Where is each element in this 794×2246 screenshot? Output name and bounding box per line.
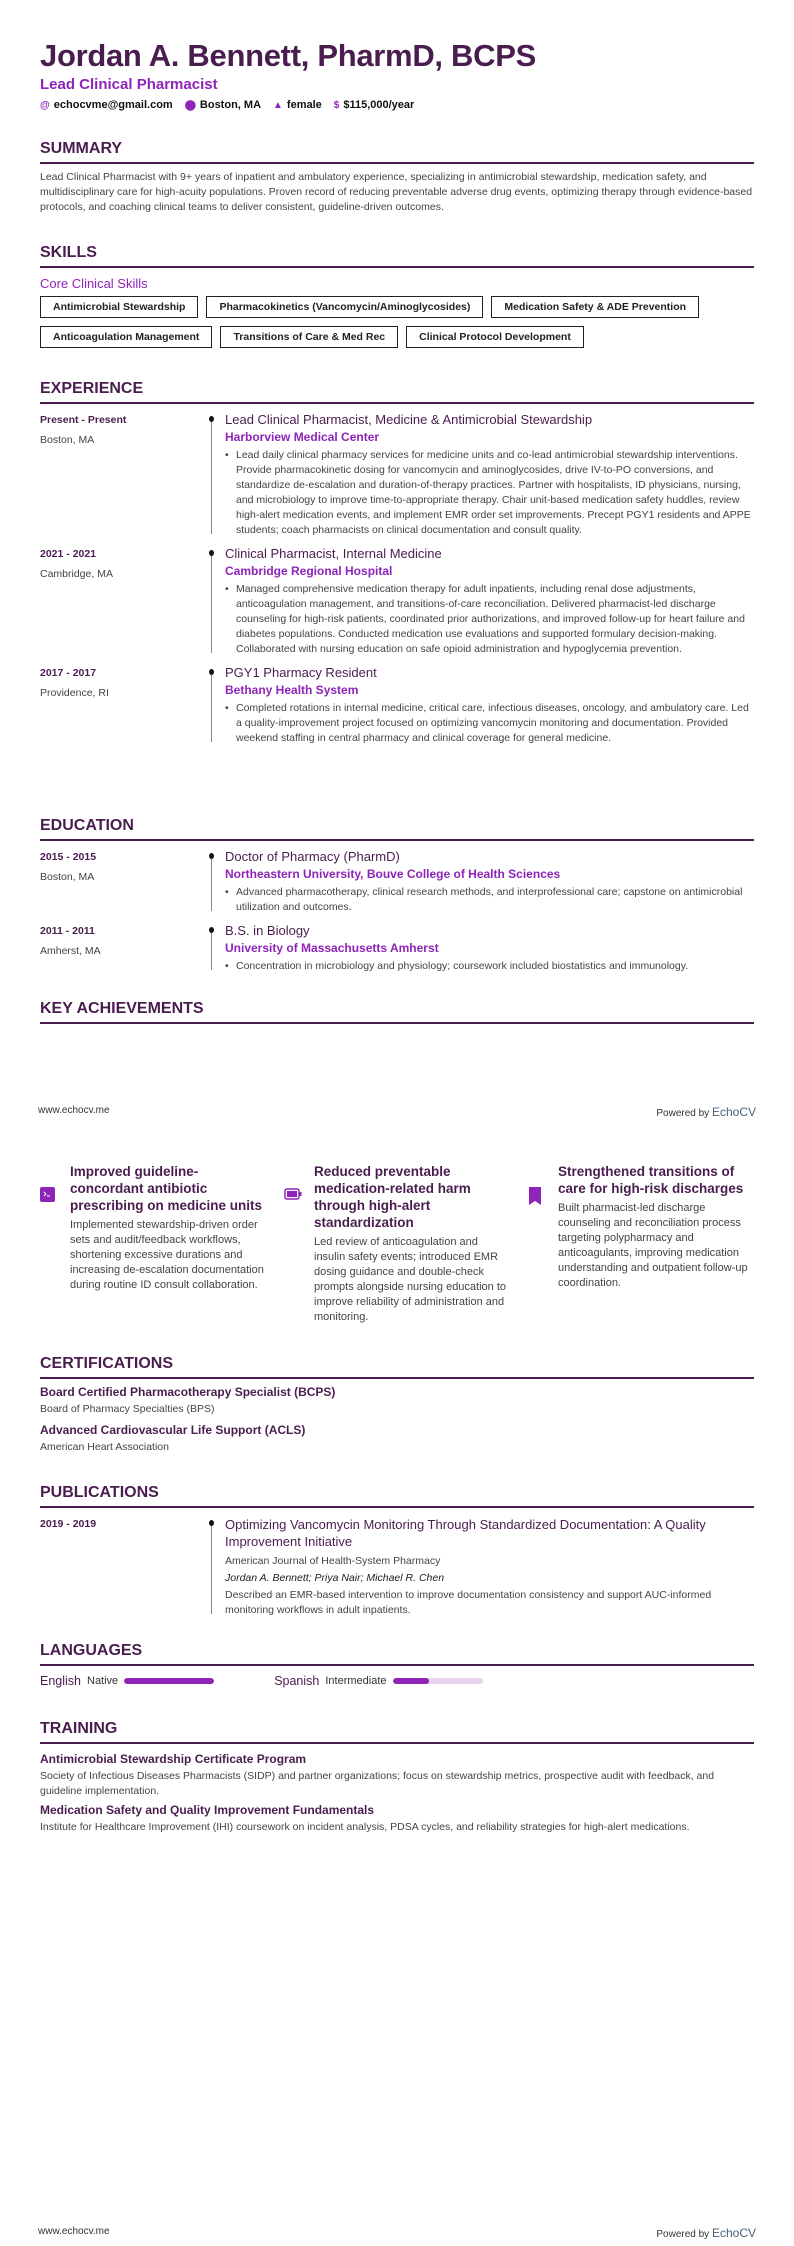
achievement-title: Reduced preventable medication-related harm through high-alert standardization (314, 1164, 471, 1230)
timeline-marker (205, 849, 225, 915)
location: Boston, MA (199, 99, 262, 111)
battery-icon (284, 1187, 300, 1325)
location-pin-icon: ⬤ (184, 100, 196, 111)
achievement-text: Built pharmacist-led discharge counseling and reconciliation process targeting polypharmacy and anticoagulants, improving medication understanding and outpatient follow-up coordination. (558, 1202, 748, 1289)
entry-location: Providence, RI (40, 687, 109, 699)
language-item (274, 1674, 482, 1688)
section-heading: EDUCATION (40, 817, 754, 841)
resume-header (40, 38, 754, 111)
publication-authors: Jordan A. Bennett; Priya Nair; Michael R. Chen (225, 1572, 445, 1584)
entry-bullet: • Completed rotations in internal medicine, critical care, infectious diseases, oncology, and ambulatory care. Led a quality-improvement project focused on optimizing vancomycin monitoring and documentation. Provided weekend staffing in central pharmacy and clinical coverage for general medicine. (225, 701, 754, 746)
training-name: Antimicrobial Stewardship Certificate Program (40, 1752, 307, 1766)
achievement-text: Implemented stewardship-driven order sets and audit/feedback workflows, shortening excessive durations and increasing de-escalation documentation during routine ID consult collaboration. (70, 1219, 264, 1291)
timeline-marker (205, 412, 225, 538)
training-description: Institute for Healthcare Improvement (IHI) coursework on incident analysis, PDSA cycles, and reliability strategies for high-alert medications. (40, 1821, 690, 1833)
publication-description: Described an EMR-based intervention to improve documentation consistency and support AUC-informed monitoring workflows in adult inpatients. (225, 1589, 712, 1616)
terminal-icon (40, 1187, 56, 1325)
section-heading: LANGUAGES (40, 1642, 754, 1666)
timeline-marker (205, 923, 225, 974)
dollar-icon: $ (333, 100, 340, 111)
publication-entry (40, 1516, 754, 1618)
publication-title: Optimizing Vancomycin Monitoring Through Standardized Documentation: A Quality Improvement Initiative (225, 1517, 706, 1549)
entry-title: B.S. in Biology (225, 923, 310, 938)
language-item (40, 1674, 214, 1688)
entry-organization: Bethany Health System (225, 683, 359, 697)
footer-site[interactable]: www.echocv.me (38, 1105, 110, 1116)
skill-chip: Antimicrobial Stewardship (40, 296, 198, 318)
achievements-heading-block (40, 1000, 754, 1024)
achievements-list (40, 1163, 754, 1325)
training-section (40, 1720, 754, 1835)
education-entry (40, 923, 754, 974)
person-icon: ▲ (273, 100, 283, 111)
certification-name: Board Certified Pharmacotherapy Specialist (BCPS) (40, 1385, 336, 1399)
contact-info (40, 99, 754, 111)
section-heading: PUBLICATIONS (40, 1484, 754, 1508)
entry-bullet: • Lead daily clinical pharmacy services for medicine units and co-lead antimicrobial stewardship interventions. Provide pharmacokinetic dosing for vancomycin and aminoglycosides, drive IV-to-PO conversions, and standardize de-escalation and duration-of-therapy practices. Partner with hospitalists, ID physicians, nursing, and microbiology to improve time-to-appropriate therapy. Chair unit-based medication safety huddles, review high-alert medication events, and implement EMR order set improvements. Precept PGY1 residents and APPE students; coach pharmacists on clinical documentation and consult quality. (225, 448, 754, 538)
footer-site[interactable]: www.echocv.me (38, 2226, 110, 2237)
candidate-title: Lead Clinical Pharmacist (40, 76, 218, 93)
entry-title: PGY1 Pharmacy Resident (225, 665, 377, 680)
entry-organization: Northeastern University, Bouve College of Health Sciences (225, 867, 561, 881)
skill-group-title: Core Clinical Skills (40, 276, 148, 291)
entry-location: Amherst, MA (40, 945, 101, 957)
experience-section (40, 380, 754, 754)
skill-chip: Transitions of Care & Med Rec (220, 326, 398, 348)
language-name: English (40, 1674, 81, 1688)
entry-organization: Cambridge Regional Hospital (225, 564, 393, 578)
skill-chip: Anticoagulation Management (40, 326, 212, 348)
timeline-marker (205, 1516, 225, 1618)
timeline-marker (205, 546, 225, 657)
entry-title: Lead Clinical Pharmacist, Medicine & Antimicrobial Stewardship (225, 412, 593, 427)
certification-issuer: American Heart Association (40, 1441, 169, 1453)
email[interactable]: echocvme@gmail.com (53, 99, 173, 111)
footer-powered: Powered by (656, 1108, 710, 1119)
entry-bullet: • Advanced pharmacotherapy, clinical research methods, and interprofessional care; capstone on antimicrobial utilization and outcomes. (225, 885, 754, 915)
publication-date: 2019 - 2019 (40, 1518, 97, 1530)
footer-powered: Powered by (656, 2229, 710, 2240)
achievement-item (528, 1163, 754, 1325)
entry-location: Boston, MA (40, 871, 95, 883)
entry-date: Present - Present (40, 414, 127, 426)
skill-chip: Medication Safety & ADE Prevention (491, 296, 699, 318)
experience-entry (40, 546, 754, 657)
bookmark-icon (528, 1187, 544, 1325)
gender: female (286, 99, 322, 111)
footer-brand: EchoCV (711, 1105, 756, 1119)
page-footer (38, 2226, 756, 2240)
achievement-item (284, 1163, 510, 1325)
certification-issuer: Board of Pharmacy Specialties (BPS) (40, 1403, 215, 1415)
experience-entry (40, 665, 754, 746)
entry-date: 2021 - 2021 (40, 548, 97, 560)
summary-section (40, 140, 754, 215)
language-level: Native (87, 1675, 119, 1687)
entry-bullet: • Managed comprehensive medication therapy for adult inpatients, including renal dose adjustments, anticoagulation management, and transitions-of-care reconciliation. Delivered pharmacist-led discharge counseling for high-risk patients, coordinated prior authorizations, and improved follow-up for heart failure and diabetes populations. Conducted medication use evaluations and supported formulary decision-making. Collaborated with nursing education on safe opioid administration and hypoglycemia prevention. (225, 582, 754, 657)
section-heading: EXPERIENCE (40, 380, 754, 404)
language-name: Spanish (274, 1674, 320, 1688)
education-entry (40, 849, 754, 915)
section-heading: KEY ACHIEVEMENTS (40, 1000, 754, 1024)
certifications-section (40, 1355, 754, 1461)
summary-text: Lead Clinical Pharmacist with 9+ years of inpatient and ambulatory experience, specializing in antimicrobial stewardship, medication safety, and multidisciplinary care for high-acuity populations. Proven record of reducing preventable adverse drug events, optimizing therapy through evidence-based protocols, and coaching clinical teams to deliver consistent, guideline-driven outcomes. (40, 171, 753, 213)
skills-section (40, 244, 754, 348)
skill-chip: Pharmacokinetics (Vancomycin/Aminoglycosides) (206, 296, 483, 318)
education-section (40, 817, 754, 982)
salary: $115,000/year (343, 99, 415, 111)
entry-title: Doctor of Pharmacy (PharmD) (225, 849, 400, 864)
entry-location: Boston, MA (40, 434, 95, 446)
entry-bullet: • Concentration in microbiology and physiology; coursework included biostatistics and immunology. (225, 959, 754, 974)
training-description: Society of Infectious Diseases Pharmacists (SIDP) and partner organizations; focus on stewardship metrics, prospective audit with feedback, and guideline implementation. (40, 1770, 715, 1797)
certification-name: Advanced Cardiovascular Life Support (ACLS) (40, 1423, 306, 1437)
section-heading: SUMMARY (40, 140, 754, 164)
timeline-marker (205, 665, 225, 746)
achievement-item (40, 1163, 266, 1325)
section-heading: TRAINING (40, 1720, 754, 1744)
language-level: Intermediate (325, 1675, 387, 1687)
page-footer (38, 1105, 756, 1119)
language-proficiency-bar (124, 1678, 214, 1684)
footer-brand: EchoCV (711, 2226, 756, 2240)
entry-date: 2017 - 2017 (40, 667, 97, 679)
publications-section (40, 1484, 754, 1618)
achievement-title: Strengthened transitions of care for high-risk discharges (558, 1164, 744, 1196)
achievement-text: Led review of anticoagulation and insulin safety events; introduced EMR dosing guidance and double-check prompts alongside nursing education to improve reliability of administration and monitoring. (314, 1236, 507, 1323)
at-icon: @ (40, 100, 50, 111)
entry-location: Cambridge, MA (40, 568, 113, 580)
languages-section (40, 1642, 754, 1688)
entry-organization: University of Massachusetts Amherst (225, 941, 439, 955)
candidate-name: Jordan A. Bennett, PharmD, BCPS (40, 38, 536, 73)
experience-entry (40, 412, 754, 538)
publication-journal: American Journal of Health-System Pharmacy (225, 1555, 441, 1567)
training-name: Medication Safety and Quality Improvement Fundamentals (40, 1803, 375, 1817)
skill-chip: Clinical Protocol Development (406, 326, 584, 348)
entry-date: 2011 - 2011 (40, 925, 95, 937)
entry-title: Clinical Pharmacist, Internal Medicine (225, 546, 442, 561)
language-proficiency-bar (393, 1678, 483, 1684)
entry-date: 2015 - 2015 (40, 851, 97, 863)
achievement-title: Improved guideline-concordant antibiotic prescribing on medicine units (70, 1164, 263, 1213)
entry-organization: Harborview Medical Center (225, 430, 380, 444)
section-heading: CERTIFICATIONS (40, 1355, 754, 1379)
section-heading: SKILLS (40, 244, 754, 268)
